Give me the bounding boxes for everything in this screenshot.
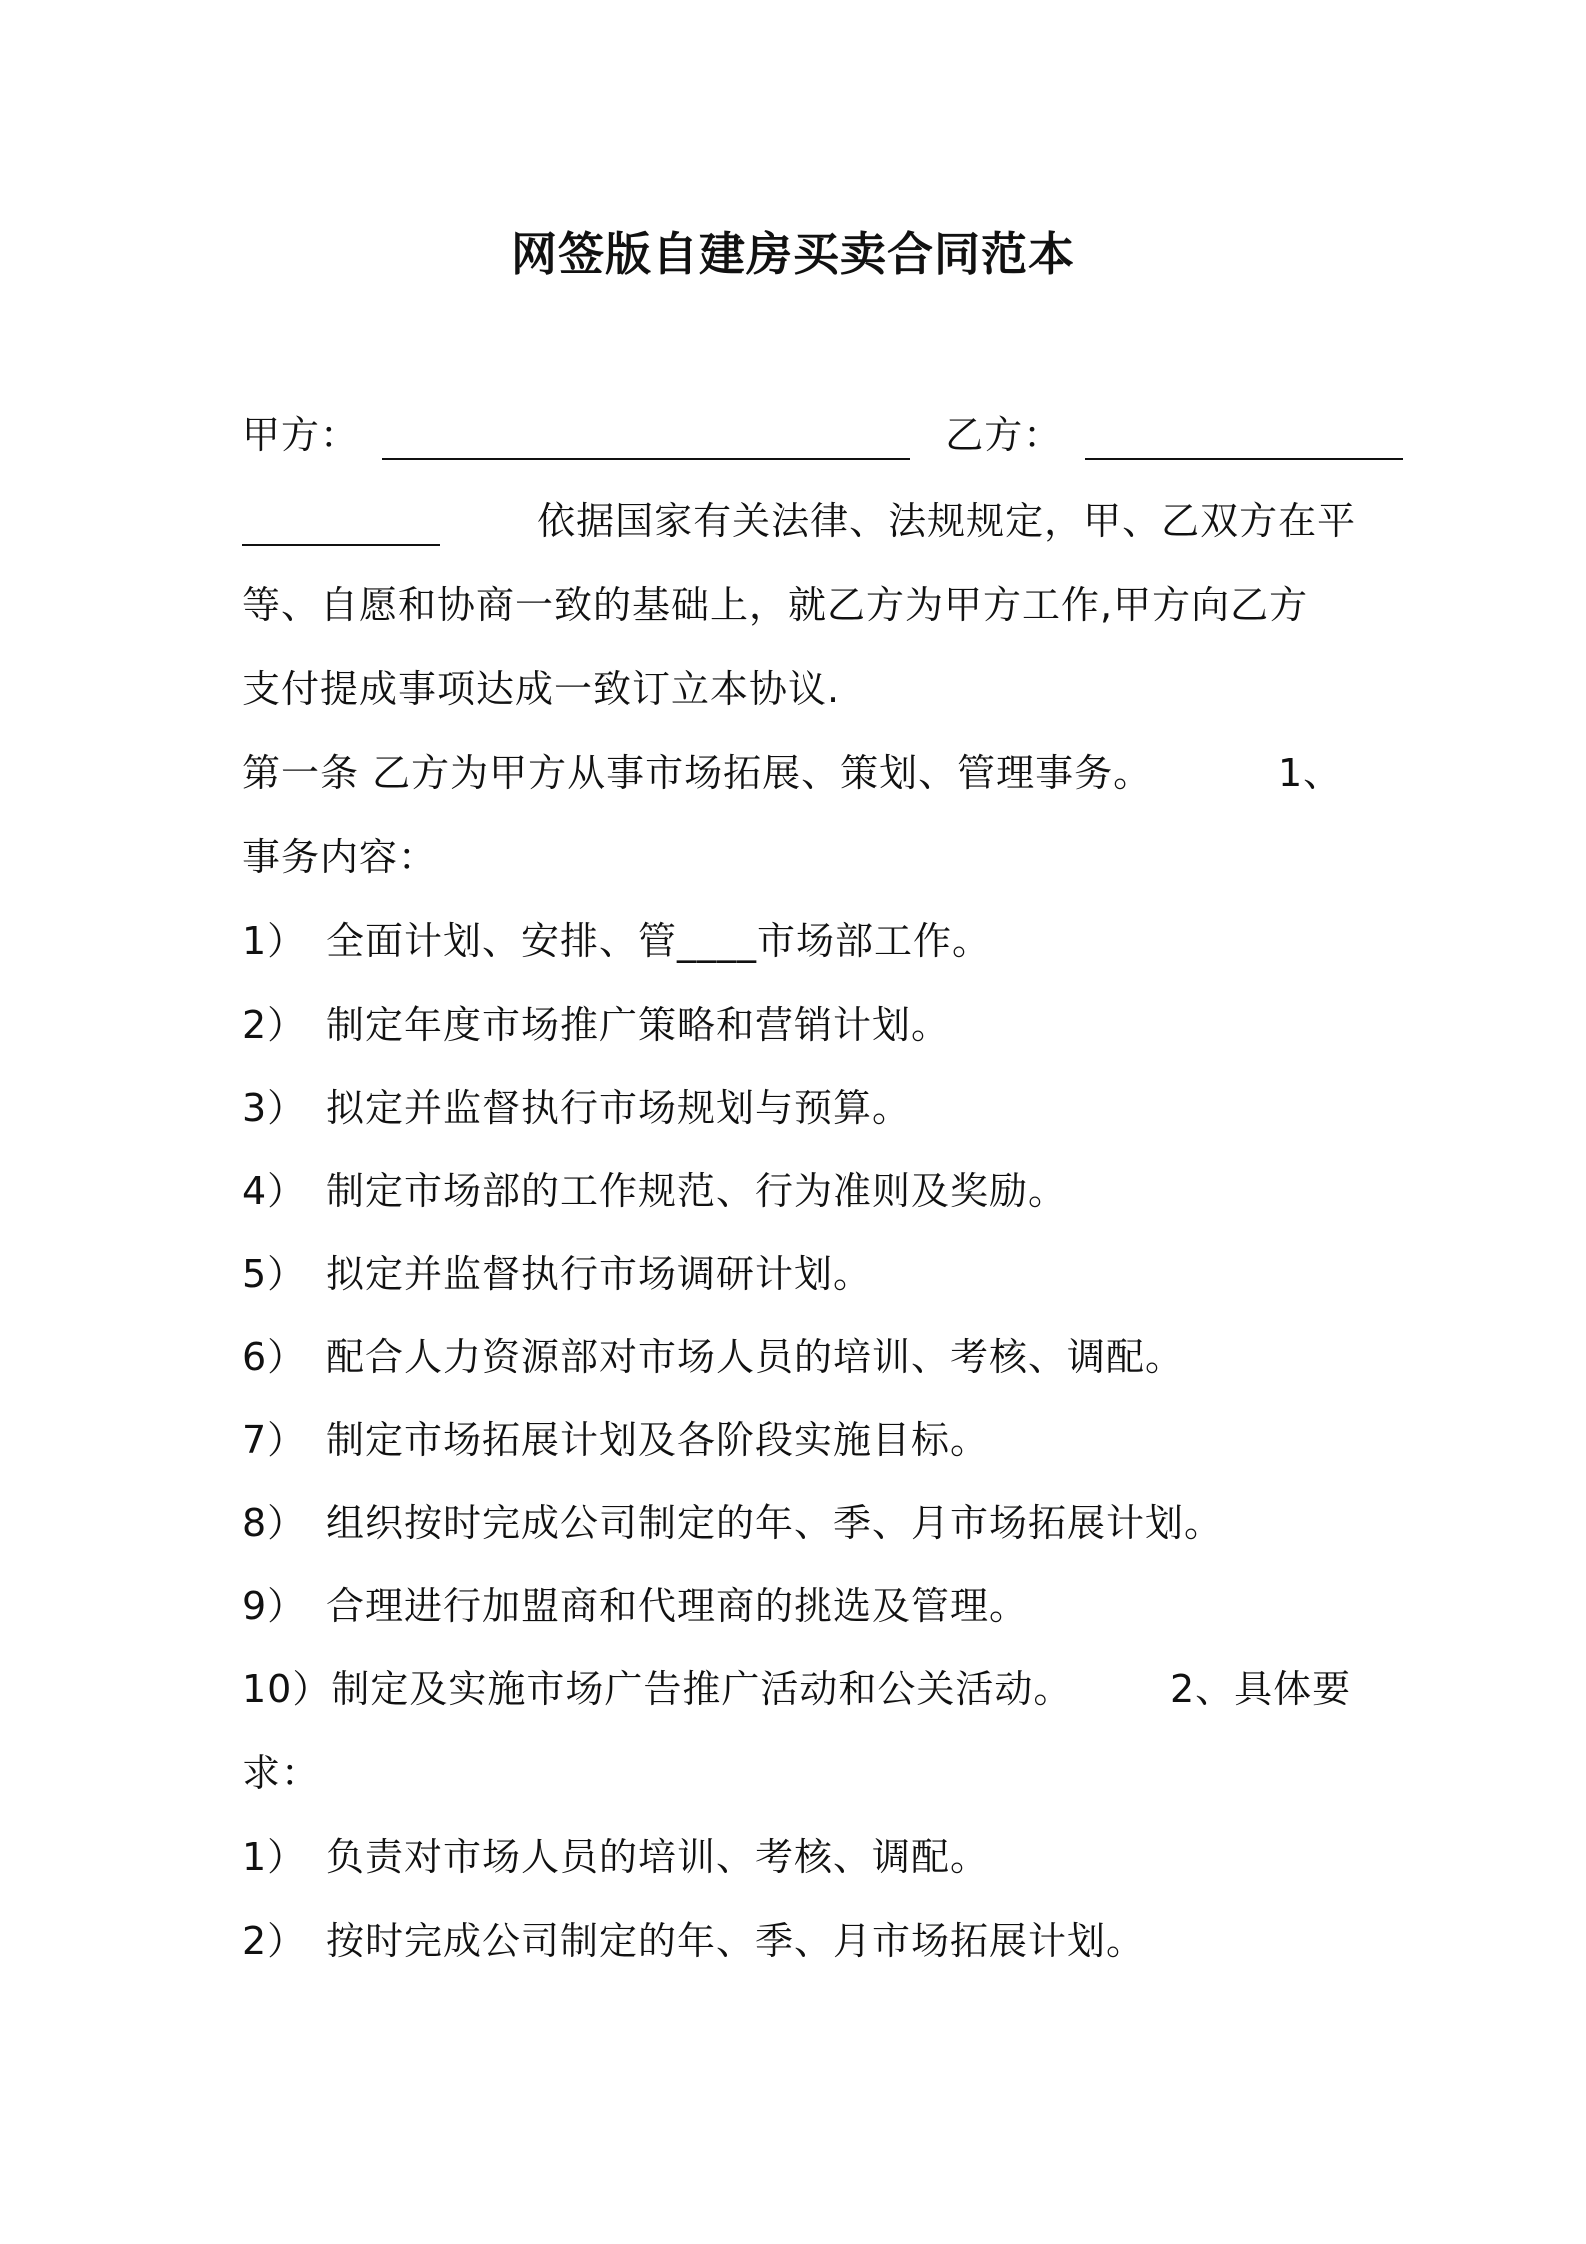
article-1-text: 第一条 乙方为甲方从事市场拓展、策划、管理事务。: [242, 751, 1153, 795]
parties-line: [242, 410, 1403, 460]
list-item: 6） 配合人力资源部对市场人员的培训、考核、调配。: [242, 1335, 1185, 1379]
list-item: 2） 制定年度市场推广策略和营销计划。: [242, 1003, 951, 1047]
document-title: 网签版自建房买卖合同范本: [511, 227, 1075, 281]
intro-line-1: [242, 496, 1356, 546]
party-b-blank[interactable]: [1085, 418, 1403, 460]
list-item: 4） 制定市场部的工作规范、行为准则及奖励。: [242, 1169, 1068, 1213]
intro-text-1: 依据国家有关法律、法规规定，甲、乙双方在平: [537, 499, 1357, 543]
item-10-line: [242, 1664, 1352, 1714]
party-b-label: 乙方：: [945, 413, 1063, 457]
list-item: 2） 按时完成公司制定的年、季、月市场拓展计划。: [242, 1919, 1146, 1963]
list-item: 9） 合理进行加盟商和代理商的挑选及管理。: [242, 1584, 1029, 1628]
list-item: 3） 拟定并监督执行市场规划与预算。: [242, 1086, 912, 1130]
list-item: 1） 负责对市场人员的培训、考核、调配。: [242, 1835, 990, 1879]
section-1-heading: 事务内容：: [242, 835, 438, 879]
intro-line-2: 等、自愿和协商一致的基础上，就乙方为甲方工作,甲方向乙方: [242, 583, 1309, 627]
party-b-blank-continued[interactable]: [242, 504, 440, 546]
party-a-blank[interactable]: [382, 418, 910, 460]
section-2-heading-cont: 求：: [242, 1751, 321, 1795]
article-1-marker: 1、: [1278, 751, 1343, 795]
section-2-marker: 2、具体要: [1170, 1667, 1352, 1711]
item-10-text: 10）制定及实施市场广告推广活动和公关活动。: [242, 1667, 1073, 1711]
article-1-line: [242, 748, 1343, 798]
list-item: 1） 全面计划、安排、管____市场部工作。: [242, 919, 992, 963]
party-a-label: 甲方：: [242, 413, 360, 457]
list-item: 8） 组织按时完成公司制定的年、季、月市场拓展计划。: [242, 1501, 1224, 1545]
intro-line-3: 支付提成事项达成一致订立本协议.: [242, 667, 841, 711]
list-item: 5） 拟定并监督执行市场调研计划。: [242, 1252, 873, 1296]
list-item: 7） 制定市场拓展计划及各阶段实施目标。: [242, 1418, 990, 1462]
